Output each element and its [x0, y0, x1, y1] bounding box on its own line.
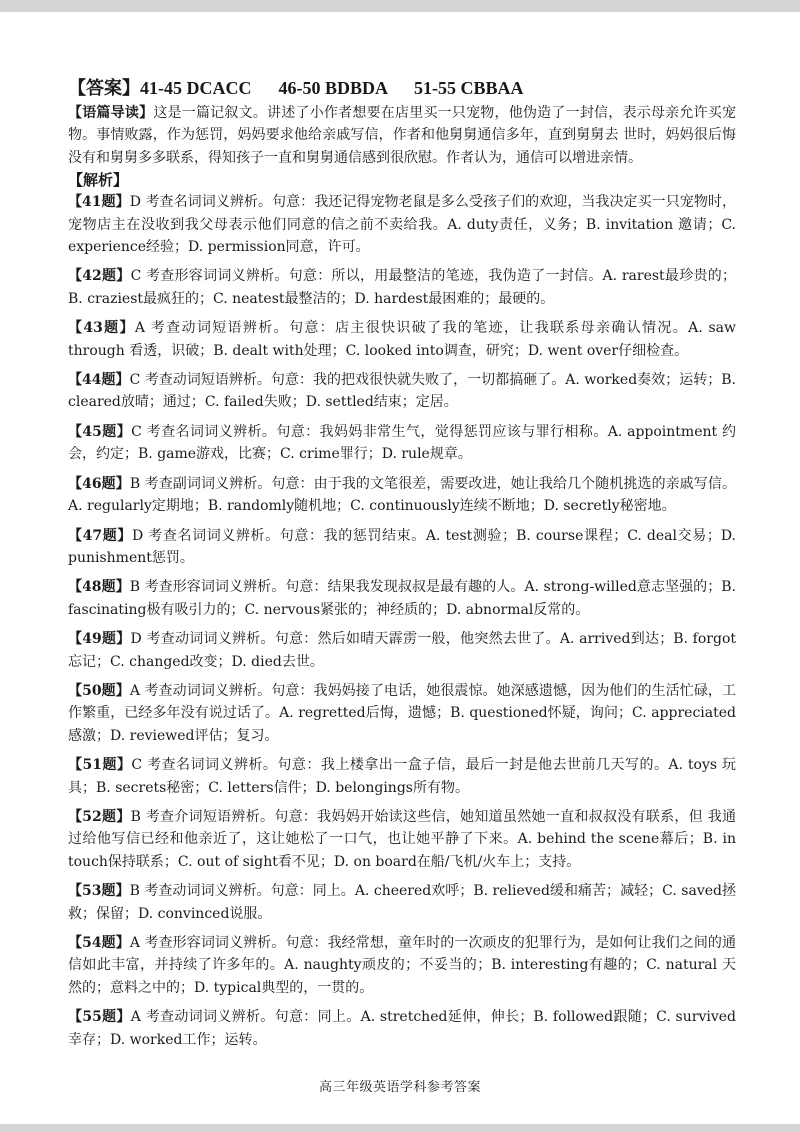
- question-text: C 考查形容词词义辨析。句意：所以，用最整洁的笔迹，我伪造了一封信。A. rarest最珍贵的；B. craziest最疯狂的；C. neatest最整洁的；D. hardest最困难的；最硬的。: [68, 268, 737, 307]
- question-number: 【52题】: [68, 808, 131, 825]
- reading-guide-text: 这是一篇记叙文。讲述了小作者想要在店里买一只宠物，他伪造了一封信，表示母亲允许买宠物。事情败露，作为惩罚，妈妈要求他给亲戚写信，作者和他舅舅通信多年，直到舅舅去 世时，妈妈很后悔没有和舅舅多多联系，得知孩子一直和舅舅通信感到很欣慰。作者认为，通信可以增进亲情。: [68, 105, 737, 166]
- question-explanation: [68, 680, 736, 747]
- question-explanation: [68, 191, 736, 258]
- question-explanation: [68, 1006, 736, 1051]
- question-number: 【53题】: [68, 883, 130, 900]
- question-number: 【42题】: [68, 268, 131, 285]
- question-text: C 考查名词词义辨析。句意：我上楼拿出一盒子信，最后一封是他去世前几天写的。A. toys 玩具；B. secrets秘密；C. letters信件；D. belongings所有物。: [68, 757, 736, 796]
- answer-document: [68, 76, 736, 1058]
- question-explanation: [68, 369, 736, 414]
- question-text: A 考查形容词词义辨析。句意：我经常想，童年时的一次顽皮的犯罪行为，是如何让我们之间的通信如此丰富，并持续了许多年的。A. naughty顽皮的；不妥当的；B. interesting有趣的；C. natural 天然的；意料之中的；D. typical典型的，一贯的。: [68, 935, 736, 996]
- analysis-heading: 【解析】: [68, 171, 129, 190]
- question-number: 【48题】: [68, 579, 130, 596]
- question-text: C 考查动词短语辨析。句意：我的把戏很快就失败了，一切都搞砸了。A. worked奏效；运转；B. cleared放晴；通过；C. failed失败；D. settled结束；定居。: [68, 372, 736, 411]
- question-number: 【49题】: [68, 631, 131, 648]
- question-text: A 考查动词词义辨析。句意：同上。A. stretched延伸，伸长；B. followed跟随；C. survived 幸存；D. worked工作；运转。: [68, 1009, 736, 1048]
- question-number: 【51题】: [68, 757, 132, 774]
- question-text: A 考查动词词义辨析。句意：我妈妈接了电话，她很震惊。她深感遗憾，因为他们的生活忙碌，工作繁重，已经多年没有说过话了。A. regretted后悔，遗憾；B. questioned怀疑，询问；C. appreciated 感激；D. reviewed评估；复习。: [68, 682, 736, 744]
- question-number: 【45题】: [68, 423, 132, 440]
- answer-key-line: 【答案】41-45 DCACC 46-50 BDBDA 51-55 CBBAA: [68, 78, 524, 98]
- question-explanation: [68, 754, 736, 799]
- question-explanation: [68, 880, 736, 925]
- question-text: B 考查形容词词义辨析。句意：结果我发现叔叔是最有趣的人。A. strong-willed意志坚强的；B. fascinating极有吸引力的；C. nervous紧张的；神经质的；D. abnormal反常的。: [68, 579, 736, 618]
- question-explanation: [68, 265, 736, 310]
- question-number: 【46题】: [68, 475, 130, 492]
- top-scan-border: [0, 0, 800, 12]
- bottom-scan-border: [0, 1124, 800, 1132]
- question-explanation: [68, 317, 736, 362]
- question-explanation: [68, 932, 736, 999]
- question-explanation: [68, 421, 736, 466]
- question-explanation: [68, 473, 736, 518]
- question-text: B 考查动词词义辨析。句意：同上。A. cheered欢呼；B. relieved缓和痛苦；减轻；C. saved拯 救；保留；D. convinced说服。: [68, 883, 737, 922]
- question-text: B 考查介词短语辨析。句意：我妈妈开始读这些信，她知道虽然她一直和叔叔没有联系，但 我通过给他写信已经和他亲近了，这让她松了一口气，也让她平静了下来。A. behind the scene幕后；B. in touch保持联系；C. out of sight看不见；D. on board在船/飞机/火车上；支持。: [68, 808, 737, 870]
- question-text: A 考查动词短语辨析。句意：店主很快识破了我的笔迹，让我联系母亲确认情况。A. saw through 看透，识破；B. dealt with处理；C. looked into调查，研究；D. went over仔细检查。: [68, 320, 736, 359]
- question-number: 【54题】: [68, 935, 130, 951]
- question-text: B 考查副词词义辨析。句意：由于我的文笔很差，需要改进，她让我给几个随机挑选的亲戚写信。A. regularly定期地；B. randomly随机地；C. continuously连续不断地；D. secretly秘密地。: [68, 475, 736, 515]
- question-explanation: [68, 525, 736, 570]
- question-text: D 考查动词词义辨析。句意：然后如晴天霹雳一般，他突然去世了。A. arrived到达；B. forgot 忘记；C. changed改变；D. died去世。: [68, 631, 737, 670]
- reading-guide-paragraph: [68, 102, 736, 169]
- question-number: 【44题】: [68, 372, 130, 389]
- question-explanation: [68, 806, 736, 873]
- question-number: 【50题】: [68, 682, 130, 699]
- page-footer: 高三年级英语学科参考答案: [318, 1080, 481, 1095]
- question-number: 【55题】: [68, 1009, 131, 1026]
- reading-guide-label: 【语篇导读】: [68, 105, 154, 121]
- question-number: 【43题】: [68, 320, 135, 337]
- question-list: [68, 191, 736, 1051]
- question-number: 【47题】: [68, 527, 132, 544]
- question-explanation: [68, 576, 736, 621]
- question-text: D 考查名词词义辨析。句意：我的惩罚结束。A. test测验；B. course课程；C. deal交易；D. punishment惩罚。: [68, 527, 737, 566]
- question-explanation: [68, 628, 736, 673]
- question-number: 【41题】: [68, 194, 130, 211]
- question-text: D 考查名词词义辨析。句意：我还记得宠物老鼠是多么受孩子们的欢迎，当我决定买一只宠物时，宠物店主在没收到我父母表示他们同意的信之前不卖给我。A. duty责任，义务；B. invitation 邀请；C. experience经验；D. permission同意，许可。: [68, 194, 736, 256]
- question-text: C 考查名词词义辨析。句意：我妈妈非常生气，觉得惩罚应该与罪行相称。A. appointment 约会，约定；B. game游戏，比赛；C. crime罪行；D. rule规章。: [68, 423, 736, 463]
